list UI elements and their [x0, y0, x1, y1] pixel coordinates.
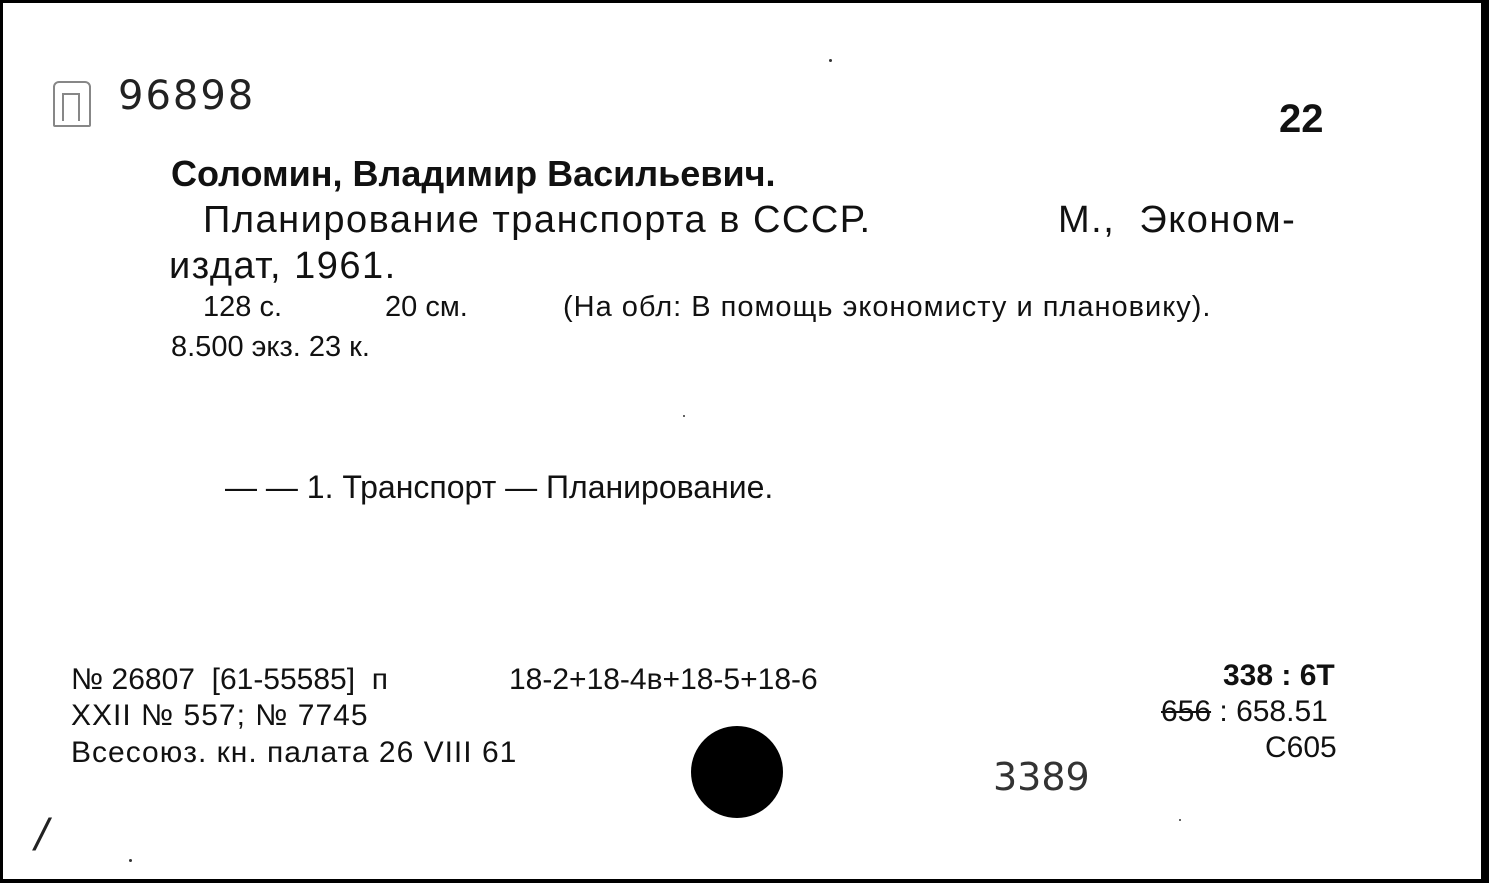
speck-1 [829, 59, 832, 62]
speck-2 [129, 859, 132, 862]
record-codes: 18-2+18-4в+18-5+18-6 [509, 663, 818, 696]
record-line-3: Всесоюз. кн. палата 26 VIII 61 [71, 736, 518, 769]
catalog-card [3, 3, 1481, 879]
pages: 128 с. [203, 291, 282, 323]
title-line-2: издат, 1961. [169, 245, 397, 287]
shelf-number: 22 [1279, 97, 1324, 141]
record-line-2: XXII № 557; № 7745 [71, 699, 369, 732]
classification-rest: : 658.51 [1211, 695, 1328, 728]
classification-old: 656 [1161, 695, 1212, 728]
classification-bold: 338 : 6Т [1223, 659, 1335, 692]
classification-line-2 [1161, 695, 1328, 729]
corner-mark: / [35, 811, 49, 857]
copies-price: 8.500 экз. 23 к. [171, 331, 370, 363]
library-stamp-icon [53, 81, 91, 127]
author-mark: С605 [1265, 731, 1337, 764]
author-heading: Соломин, Владимир Васильевич. [171, 153, 776, 194]
record-line-1: № 26807 [61-55585] п [71, 663, 388, 696]
inventory-number: 96898 [118, 73, 256, 119]
handwritten-number: 3389 [993, 755, 1090, 799]
publisher: М., Эконом- [1058, 199, 1297, 241]
size: 20 см. [385, 291, 468, 323]
title-line-1: Планирование транспорта в СССР. [203, 199, 872, 241]
series-note: (На обл: В помощь экономисту и плановику). [563, 291, 1212, 323]
speck-3 [683, 415, 685, 417]
speck-4 [1179, 819, 1181, 821]
subject-heading: — — 1. Транспорт — Планирование. [225, 469, 774, 505]
punched-hole [691, 726, 783, 818]
